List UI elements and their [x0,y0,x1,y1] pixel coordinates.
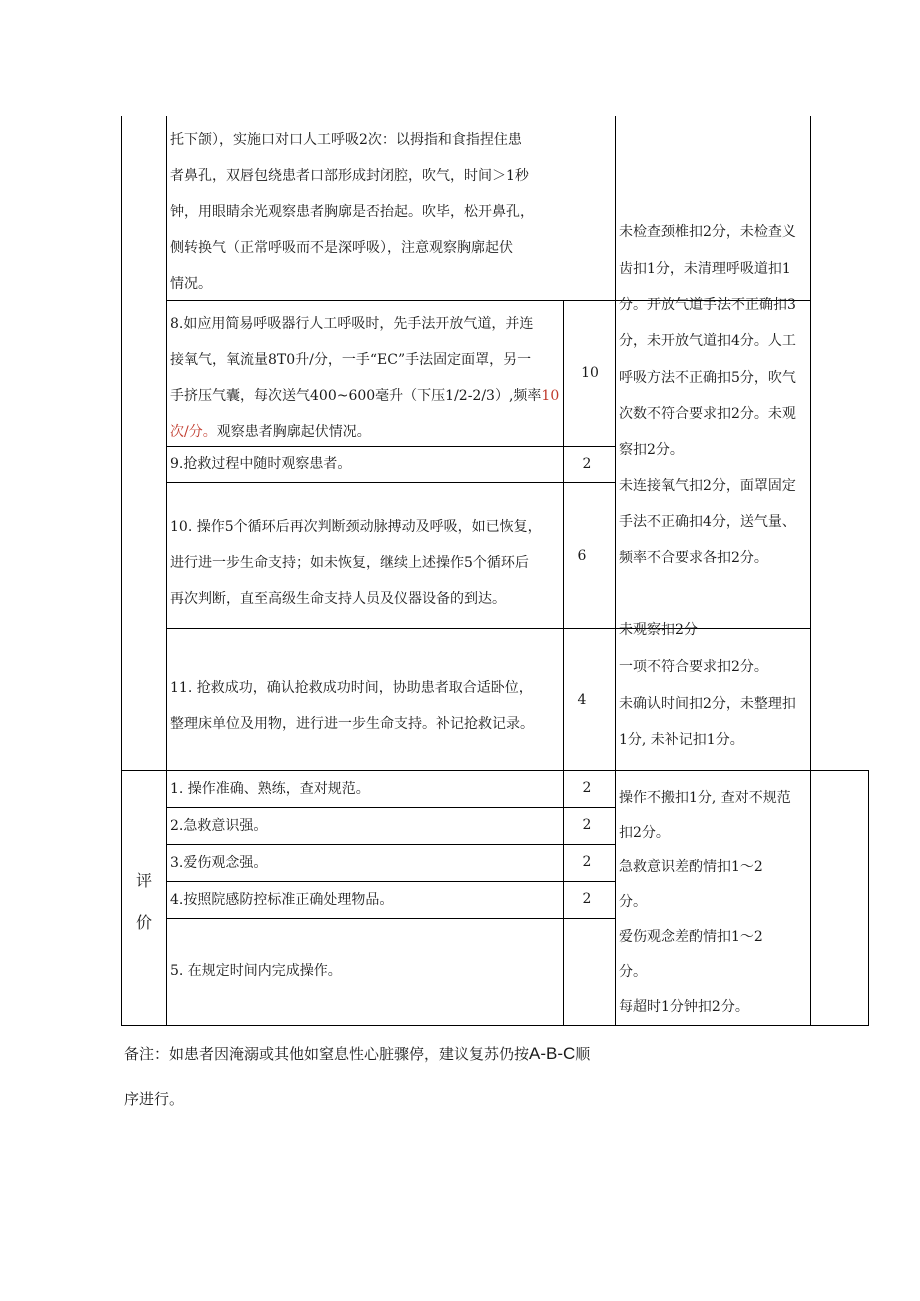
deduction-line: 扣2分。 [619,825,670,841]
grid-line [810,116,811,1026]
step10-score: 6 [577,548,587,564]
deduction-line: 操作不搬扣1分, 查对不规范 [619,790,791,806]
evaluation-score: 2 [582,891,592,907]
footnote-line2: 序进行。 [124,1090,185,1108]
grid-line [166,918,615,919]
step7-line: 情况。 [170,276,212,292]
deduction-line: 未检查颈椎扣2分，未检查义 [619,224,796,240]
step8-line: 8.如应用简易呼吸器行人工呼吸时，先手法开放气道，并连 [170,316,534,332]
deduction-line: 急救意识差酌情扣1～2 [619,859,763,875]
grid-line [121,1025,869,1026]
step7-line: 托下颌），实施口对口人工呼吸2次：以拇指和食指捏住患 [170,132,522,148]
step8-rate-unit: 次/分。 [170,424,217,440]
deduction-line: 1分, 未补记扣1分。 [619,732,744,748]
deduction-line: 未连接氧气扣2分，面罩固定 [619,478,796,494]
step10-line: 10. 操作5个循环后再次判断颈动脉搏动及呼吸，如已恢复， [170,519,542,535]
step10-line: 再次判断，直至高级生命支持人员及仪器设备的到达。 [170,591,506,607]
evaluation-score: 2 [582,817,592,833]
step9-text: 9.抢救过程中随时观察患者。 [170,456,352,472]
evaluation-label-1: 评 [135,871,152,890]
evaluation-score: 2 [582,854,592,870]
deduction-line: 一项不符合要求扣2分。 [619,659,768,675]
footnote-suffix: 顺 [575,1045,591,1063]
footnote-prefix: 备注：如患者因淹溺或其他如窒息性心脏骤停，建议复苏仍按 [124,1045,530,1063]
deduction-line: 分，未开放气道扣4分。人工 [619,333,796,349]
deduction-line: 分。 [619,964,647,980]
grid-line [868,770,869,1026]
deduction-line: 频率不合要求各扣2分。 [619,550,768,566]
step11-score: 4 [577,692,587,708]
grid-line [166,628,810,629]
footnote [124,1043,590,1064]
grid-line [121,116,122,1026]
deduction-line: 未确认时间扣2分，未整理扣 [619,696,796,712]
deduction-line: 分。开放气道手法不正确扣3 [619,297,796,313]
step8-line: 接氧气，氧流量8T0升/分，一手“EC”手法固定面罩，另一 [170,352,532,368]
deduction-line: 每超时1分钟扣2分。 [619,999,749,1015]
step11-line: 整理床单位及用物，进行进一步生命支持。补记抢救记录。 [170,716,534,732]
grid-line [615,116,616,1026]
deduction-line: 齿扣1分，未清理呼吸道扣1 [619,261,791,277]
step8-line3: 手挤压气囊，每次送气400~600毫升（下压1/2-2/3）,频率 [170,388,542,404]
evaluation-item: 3.爱伤观念强。 [170,855,268,871]
step7-line: 钟，用眼睛余光观察患者胸廓是否抬起。吹毕，松开鼻孔， [170,204,534,220]
evaluation-item: 1. 操作准确、熟练，查对规范。 [170,781,370,797]
deduction-line: 次数不符合要求扣2分。未观 [619,406,796,422]
step9-score: 2 [582,456,592,472]
evaluation-label-2: 价 [135,913,152,932]
deduction-line: 分。 [619,894,647,910]
grid-line [563,770,564,1026]
step8-score: 10 [581,365,599,381]
step7-line: 者鼻孔，双唇包绕患者口部形成封闭腔，吹气，时间＞1秒 [170,168,529,184]
step7-line: 侧转换气（正常呼吸而不是深呼吸），注意观察胸廓起伏 [170,240,513,256]
step8-line4: 观察患者胸廓起伏情况。 [216,424,371,440]
step8-line [170,378,559,414]
step11-line: 11. 抢救成功，确认抢救成功时间，协助患者取合适卧位， [170,680,533,696]
evaluation-item: 2.急救意识强。 [170,818,268,834]
evaluation-item: 4.按照院感防控标准正确处理物品。 [170,892,394,908]
footnote-abc: A-B-C [529,1044,576,1063]
evaluation-score: 2 [582,780,592,796]
step10-line: 进行进一步生命支持；如未恢复，继续上述操作5个循环后 [170,555,529,571]
deduction-line: 未观察扣2分 [619,622,698,638]
deduction-line: 呼吸方法不正确扣5分，吹气 [619,370,796,386]
grid-line [166,116,167,1026]
evaluation-item: 5. 在规定时间内完成操作。 [170,963,342,979]
step8-line [170,414,371,450]
grid-line [166,482,615,483]
deduction-line: 手法不正确扣4分，送气量、 [619,514,796,530]
step8-rate-value: 10 [541,388,560,404]
deduction-line: 爱伤观念差酌情扣1～2 [619,929,763,945]
deduction-line: 察扣2分。 [619,442,684,458]
